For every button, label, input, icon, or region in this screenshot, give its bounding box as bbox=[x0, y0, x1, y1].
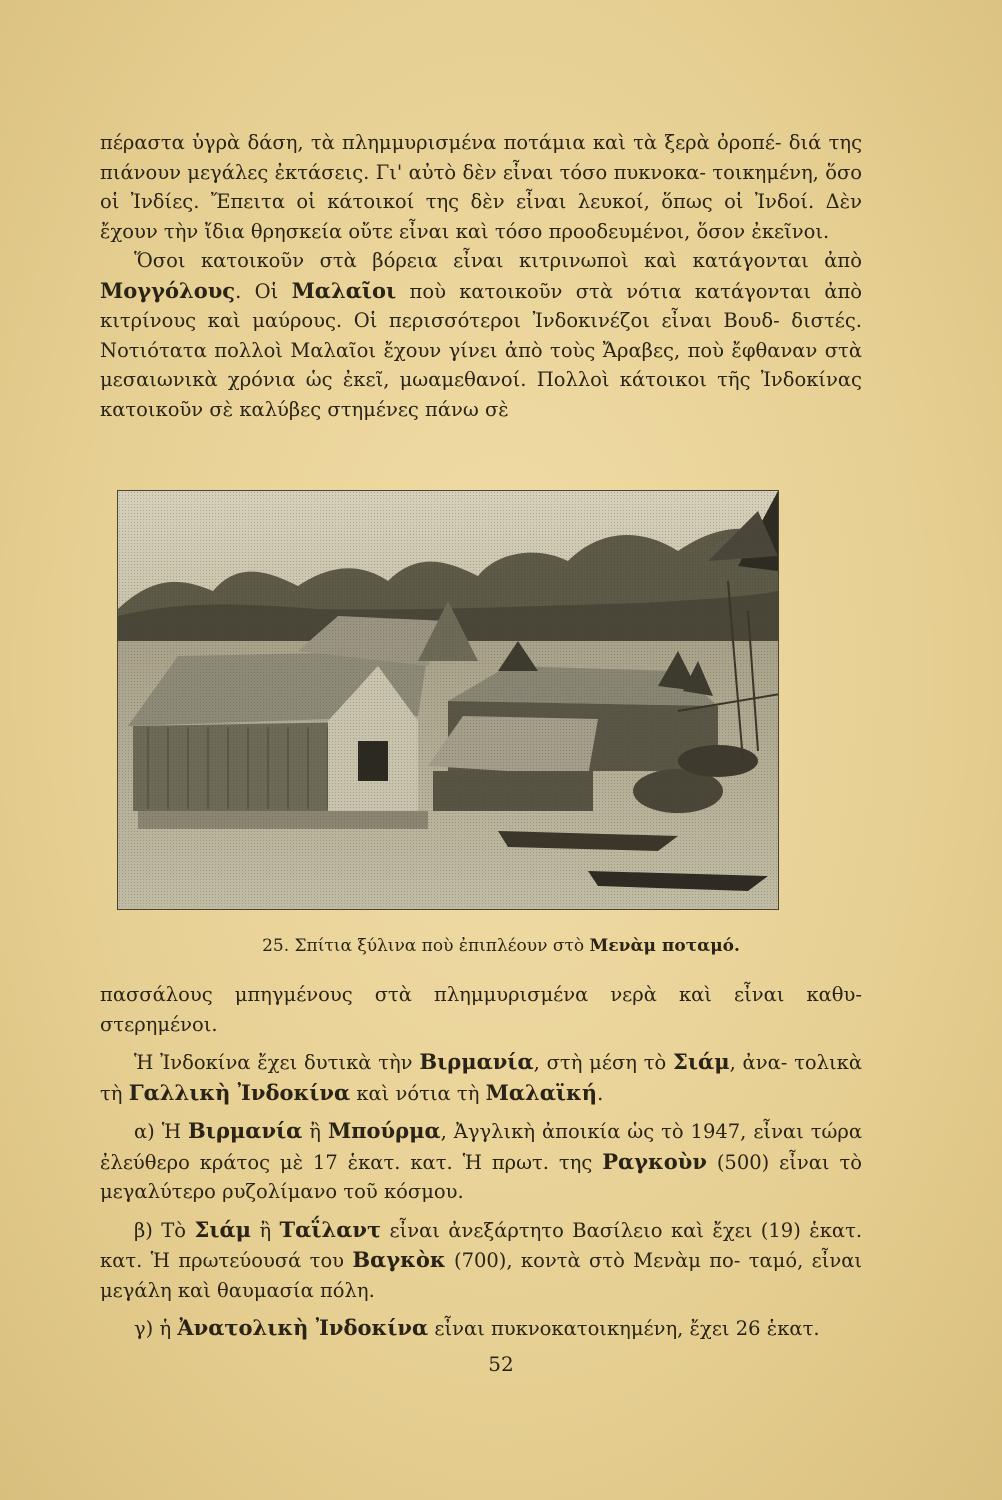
bold-term: Μαλαῖοι bbox=[291, 277, 397, 303]
bold-term: Μαλαϊκή bbox=[485, 1079, 598, 1105]
paragraph-3: πασσάλους μπηγμένους στὰ πλημμυρισμένα νερὰ καὶ εἶναι καθυ- στερημένοι. bbox=[100, 983, 862, 1036]
paragraph-1: πέραστα ὑγρὰ δάση, τὰ πλημμυρισμένα ποτάμια καὶ τὰ ξερὰ ὀροπέ- διά της πιάνουν μεγάλες ἐκτάσεις. Γι' αὐτὸ δὲν εἶναι τόσο πυκνοκα- τοικημένη, ὅσο οἱ Ἰνδίες. Ἔπειτα οἱ κάτοικοί της δὲν εἶναι λευκοί, ὅπως οἱ Ἰνδοί. Δὲν ἔχουν τὴν ἴδια θρησκεία οὔτε εἶναι καὶ τόσο προοδευμένοι, ὅσον ἐκεῖνοι. bbox=[100, 131, 862, 243]
paragraph-2: Ὅσοι κατοικοῦν στὰ βόρεια εἶναι κιτρινωποὶ καὶ κατάγονται ἀπὸ Μογγόλους. Οἱ Μαλαῖοι ποὺ κατοικοῦν στὰ νότια κατάγονται ἀπὸ κιτρίνους καὶ μαύρους. Οἱ περισσότεροι Ἰνδοκινέζοι εἶναι Βουδ- διστές. Νοτιότατα πολλοὶ Μαλαῖοι ἔχουν γίνει ἀπὸ τοὺς Ἄραβες, ποὺ ἔφθαναν στὰ μεσαιωνικὰ χρόνια ὡς ἐκεῖ, μωαμεθανοί. Πολλοὶ κάτοικοι τῆς Ἰνδοκίνας κατοικοῦν σὲ καλύβες στημένες πάνω σὲ bbox=[100, 249, 863, 421]
figure-caption: 25. Σπίτια ξύλινα ποὺ ἐπιπλέουν στὸ Μενὰμ ποταμό. bbox=[262, 936, 740, 956]
bottom-text-block bbox=[100, 980, 862, 1352]
bold-term: Βαγκὸκ bbox=[352, 1247, 446, 1272]
bold-term: Σιάμ bbox=[673, 1049, 730, 1074]
bold-term: Γαλλικὴ Ἰνδοκίνα bbox=[128, 1079, 351, 1105]
paragraph-6: β) Τὸ Σιάμ ἢ Ταΐλαντ εἶναι ἀνεξάρτητο Βασίλειο καὶ ἔχει (19) ἑκατ. κατ. Ἡ πρωτεύουσά του Βαγκὸκ (700), κοντὰ στὸ Μενὰμ πο- ταμό, εἶναι μεγάλη καὶ θαυμασία πόλη. bbox=[100, 1216, 863, 1302]
figure-photo bbox=[117, 490, 779, 910]
bold-term: Βιρμανία bbox=[188, 1118, 303, 1143]
bold-term: Βιρμανία bbox=[419, 1049, 534, 1074]
bold-term: Ραγκοὺν bbox=[602, 1148, 707, 1174]
top-text-block bbox=[100, 128, 862, 424]
paragraph-4: Ἡ Ἰνδοκίνα ἔχει δυτικὰ τὴν Βιρμανία, στὴ μέση τὸ Σιάμ, ἀνα- τολικὰ τὴ Γαλλικὴ Ἰνδοκίνα καὶ νότια τὴ Μαλαϊκή. bbox=[100, 1049, 863, 1105]
paragraph-7: γ) ἡ Ἀνατολικὴ Ἰνδοκίνα εἶναι πυκνοκατοικημένη, ἔχει 26 ἑκατ. bbox=[134, 1315, 820, 1340]
bold-term: Ἀνατολικὴ Ἰνδοκίνα bbox=[177, 1315, 429, 1340]
bold-term: Μπούρμα bbox=[327, 1118, 441, 1143]
paragraph-5: α) Ἡ Βιρμανία ἢ Μπούρμα, Ἀγγλικὴ ἀποικία ὡς τὸ 1947, εἶναι τώρα ἐλεύθερο κράτος μὲ 17 ἑκατ. κατ. Ἡ πρωτ. της Ραγκοὺν (500) εἶναι τὸ μεγαλύτερο ρυζολίμανο τοῦ κόσμου. bbox=[100, 1118, 863, 1203]
bold-term: Ταΐλαντ bbox=[279, 1216, 382, 1242]
bold-term: Μογγόλους bbox=[100, 277, 236, 303]
page-number: 52 bbox=[488, 1352, 514, 1376]
floating-houses-photo bbox=[118, 491, 778, 909]
caption-bold: Μενὰμ ποταμό. bbox=[589, 936, 740, 956]
bold-term: Σιάμ bbox=[194, 1216, 252, 1242]
